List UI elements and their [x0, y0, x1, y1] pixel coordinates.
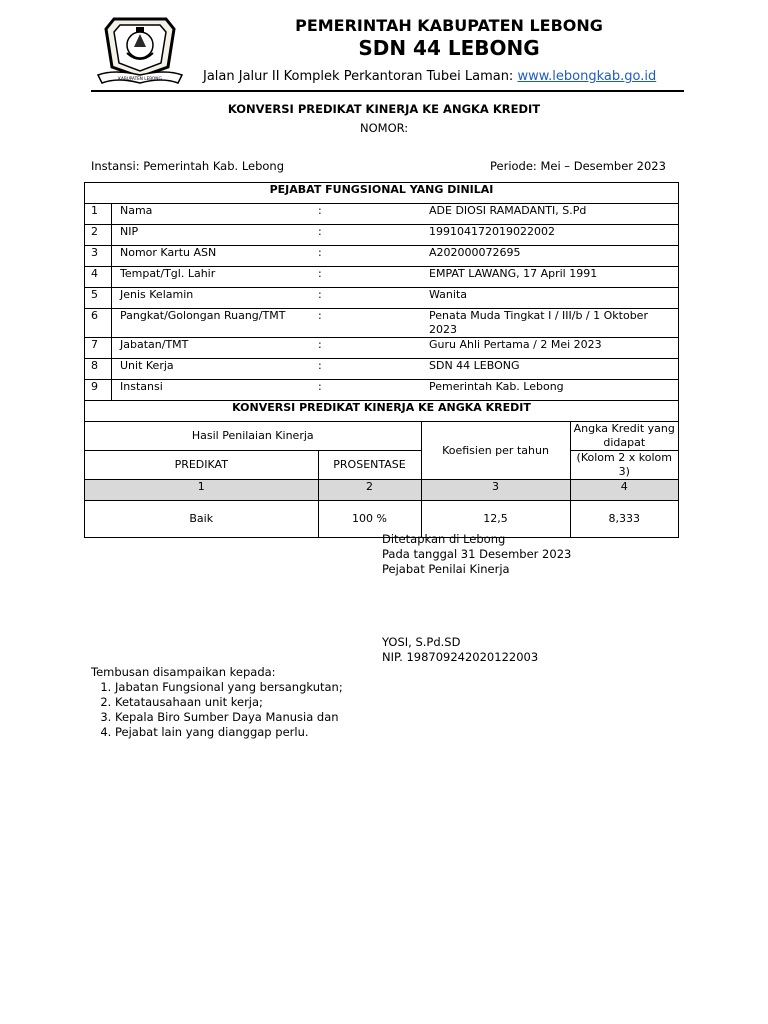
- tembusan-title: Tembusan disampaikan kepada:: [91, 665, 276, 679]
- row-value: Wanita: [421, 288, 679, 309]
- identity-row: [85, 359, 679, 380]
- column-number-3: 3: [421, 480, 570, 501]
- result-predikat: Baik: [85, 501, 319, 538]
- section-konversi-title: KONVERSI PREDIKAT KINERJA KE ANGKA KREDIT: [85, 401, 679, 422]
- instansi-label: Instansi: Pemerintah Kab. Lebong: [91, 159, 285, 173]
- row-number: 7: [85, 338, 112, 359]
- tembusan-block: [91, 665, 343, 740]
- row-number: 8: [85, 359, 112, 380]
- tembusan-item: 1. Jabatan Fungsional yang bersangkutan;: [115, 680, 343, 695]
- conversion-table: [84, 182, 679, 538]
- row-separator: :: [318, 225, 421, 246]
- tembusan-item: 3. Kepala Biro Sumber Daya Manusia dan: [115, 710, 343, 725]
- logo-ribbon-text: KABUPATEN LEBONG: [118, 76, 162, 81]
- header-government: PEMERINTAH KABUPATEN LEBONG: [295, 16, 603, 35]
- signer-nip: NIP. 198709242020122003: [382, 650, 539, 664]
- hasil-header: Hasil Penilaian Kinerja: [85, 422, 422, 451]
- address-text: Jalan Jalur II Komplek Perkantoran Tubei Laman:: [203, 69, 518, 84]
- identity-row: [85, 338, 679, 359]
- periode-label: Periode: Mei – Desember 2023: [490, 159, 666, 173]
- row-number: 4: [85, 267, 112, 288]
- row-separator: :: [318, 359, 421, 380]
- identity-row: [85, 225, 679, 246]
- identity-row: [85, 267, 679, 288]
- row-label: Jenis Kelamin: [112, 288, 319, 309]
- row-label: Instansi: [112, 380, 319, 401]
- identity-row: [85, 246, 679, 267]
- row-separator: :: [318, 267, 421, 288]
- signature-role: Pejabat Penilai Kinerja: [382, 562, 510, 576]
- section-pejabat-title: PEJABAT FUNGSIONAL YANG DINILAI: [85, 183, 679, 204]
- row-value: Pemerintah Kab. Lebong: [421, 380, 679, 401]
- row-value: Guru Ahli Pertama / 2 Mei 2023: [421, 338, 679, 359]
- column-number-1: 1: [85, 480, 319, 501]
- row-value: SDN 44 LEBONG: [421, 359, 679, 380]
- row-label: Pangkat/Golongan Ruang/TMT: [112, 309, 319, 338]
- formula-header: (Kolom 2 x kolom 3): [570, 451, 679, 480]
- row-value: A202000072695: [421, 246, 679, 267]
- column-number-2: 2: [318, 480, 421, 501]
- identity-row: [85, 288, 679, 309]
- identity-row: [85, 309, 679, 338]
- header-school: SDN 44 LEBONG: [358, 36, 540, 60]
- row-separator: :: [318, 288, 421, 309]
- identity-row: [85, 380, 679, 401]
- row-number: 9: [85, 380, 112, 401]
- document-number: NOMOR:: [360, 121, 409, 135]
- row-number: 3: [85, 246, 112, 267]
- row-label: Nomor Kartu ASN: [112, 246, 319, 267]
- predikat-header: PREDIKAT: [85, 451, 319, 480]
- row-label: Unit Kerja: [112, 359, 319, 380]
- result-angka-kredit: 8,333: [570, 501, 679, 538]
- signer-name: YOSI, S.Pd.SD: [382, 635, 461, 649]
- angka-kredit-header: Angka Kredit yang didapat: [570, 422, 679, 451]
- row-value: EMPAT LAWANG, 17 April 1991: [421, 267, 679, 288]
- signer-block: [382, 635, 538, 665]
- website-link[interactable]: www.lebongkab.go.id: [517, 69, 657, 84]
- signature-place: Ditetapkan di Lebong: [382, 532, 506, 546]
- row-number: 6: [85, 309, 112, 338]
- prosentase-header: PROSENTASE: [318, 451, 421, 480]
- column-number-4: 4: [570, 480, 679, 501]
- tembusan-item: 4. Pejabat lain yang dianggap perlu.: [115, 725, 343, 740]
- row-label: Jabatan/TMT: [112, 338, 319, 359]
- row-label: Tempat/Tgl. Lahir: [112, 267, 319, 288]
- row-value: 199104172019022002: [421, 225, 679, 246]
- row-separator: :: [318, 309, 421, 338]
- row-separator: :: [318, 338, 421, 359]
- document-title: KONVERSI PREDIKAT KINERJA KE ANGKA KREDIT: [227, 102, 541, 116]
- header-address: [203, 69, 656, 84]
- koefisien-header: Koefisien per tahun: [421, 422, 570, 480]
- row-value: Penata Muda Tingkat I / III/b / 1 Oktober 2023: [421, 309, 679, 338]
- tembusan-item: 2. Ketatausahaan unit kerja;: [115, 695, 343, 710]
- header-divider: [91, 90, 684, 92]
- row-separator: :: [318, 380, 421, 401]
- result-prosentase: 100 %: [318, 501, 421, 538]
- row-number: 1: [85, 204, 112, 225]
- row-value: ADE DIOSI RAMADANTI, S.Pd: [421, 204, 679, 225]
- row-separator: :: [318, 246, 421, 267]
- row-separator: :: [318, 204, 421, 225]
- identity-row: [85, 204, 679, 225]
- row-number: 2: [85, 225, 112, 246]
- result-koefisien: 12,5: [421, 501, 570, 538]
- row-label: Nama: [112, 204, 319, 225]
- signature-block: [382, 532, 571, 577]
- tembusan-list: [91, 680, 343, 740]
- row-label: NIP: [112, 225, 319, 246]
- signature-date: Pada tanggal 31 Desember 2023: [382, 547, 572, 561]
- row-number: 5: [85, 288, 112, 309]
